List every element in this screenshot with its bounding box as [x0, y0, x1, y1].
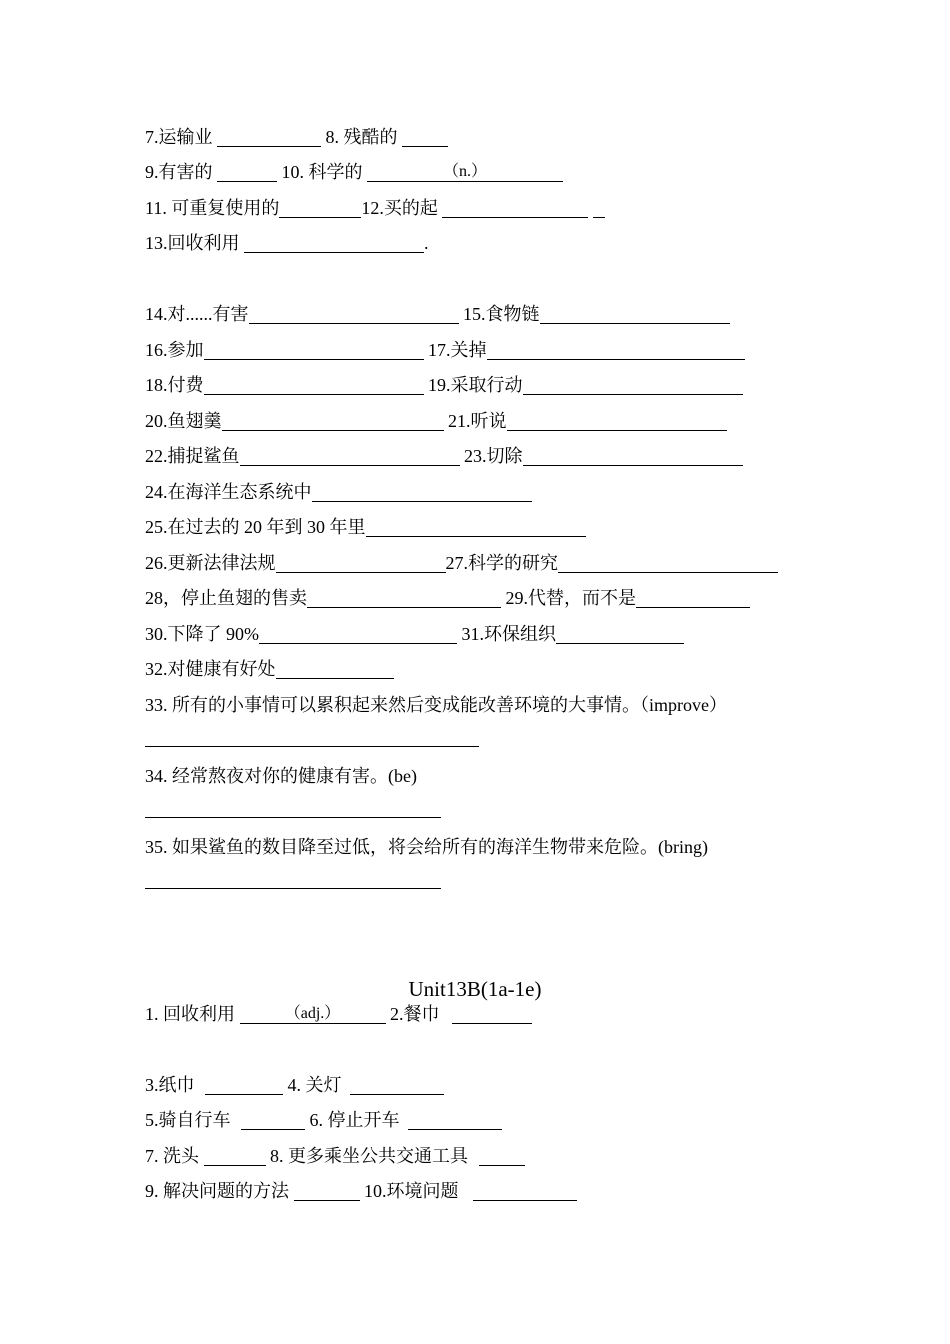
vocab-row-14-15 — [145, 303, 730, 325]
vocab-row-18-19 — [145, 374, 743, 396]
vocab-row-7-8 — [145, 126, 448, 148]
unit-answer-blank-7[interactable] — [204, 1145, 266, 1166]
prompt-31: 31.环保组织 — [461, 624, 556, 644]
answer-blank-8[interactable] — [402, 126, 448, 147]
prompt-30: 30.下降了 90% — [145, 624, 259, 644]
answer-blank-21[interactable] — [507, 410, 727, 431]
unit-prompt-5: 5.骑自行车 — [145, 1110, 231, 1130]
unit-row-7-8 — [145, 1145, 525, 1167]
answer-blank-23[interactable] — [523, 445, 743, 466]
prompt-7: 7.运输业 — [145, 127, 213, 147]
prompt-16: 16.参加 — [145, 340, 204, 360]
hint-noun: （n.） — [442, 163, 487, 180]
unit-row-3-4 — [145, 1074, 444, 1096]
answer-blank-20[interactable] — [222, 410, 444, 431]
prompt-32: 32.对健康有好处 — [145, 659, 276, 679]
unit-row-1-2 — [145, 1003, 532, 1025]
prompt-21: 21.听说 — [448, 411, 507, 431]
answer-blank-9[interactable] — [217, 161, 277, 182]
unit-title: Unit13B(1a-1e) — [408, 977, 542, 1001]
translation-33-prompt: 33. 所有的小事情可以累积起来然后变成能改善环境的大事情。（improve） — [145, 695, 727, 715]
unit-answer-blank-10[interactable] — [473, 1180, 577, 1201]
prompt-25: 25.在过去的 20 年到 30 年里 — [145, 517, 366, 537]
unit-row-9-10 — [145, 1180, 577, 1202]
vocab-row-32 — [145, 658, 394, 680]
answer-blank-28[interactable] — [307, 587, 501, 608]
answer-line-33[interactable] — [145, 746, 479, 747]
prompt-11: 11. 可重复使用的 — [145, 198, 280, 218]
answer-blank-27[interactable] — [558, 552, 778, 573]
vocab-row-20-21 — [145, 410, 727, 432]
unit-answer-blank-2[interactable] — [452, 1003, 532, 1024]
answer-blank-19[interactable] — [523, 374, 743, 395]
unit-row-5-6 — [145, 1109, 502, 1131]
vocab-row-11-12 — [145, 197, 605, 219]
answer-blank-12[interactable] — [442, 197, 588, 218]
answer-blank-25[interactable] — [366, 516, 586, 537]
prompt-26: 26.更新法律法规 — [145, 553, 276, 573]
translation-35-prompt: 35. 如果鲨鱼的数目降至过低，将会给所有的海洋生物带来危险。(bring) — [145, 837, 708, 857]
prompt-22: 22.捕捉鲨鱼 — [145, 446, 240, 466]
prompt-14: 14.对......有害 — [145, 304, 249, 324]
unit-answer-blank-8[interactable] — [479, 1145, 525, 1166]
vocab-row-22-23 — [145, 445, 743, 467]
unit-prompt-6: 6. 停止开车 — [309, 1110, 400, 1130]
unit-answer-blank-4[interactable] — [350, 1074, 444, 1095]
unit-prompt-7: 7. 洗头 — [145, 1146, 199, 1166]
unit-answer-blank-1[interactable] — [240, 1003, 386, 1024]
prompt-8: 8. 残酷的 — [325, 127, 398, 147]
vocab-row-24 — [145, 481, 532, 503]
vocab-row-26-27 — [145, 552, 778, 574]
answer-blank-17[interactable] — [487, 339, 745, 360]
answer-blank-12b[interactable] — [593, 197, 605, 218]
vocab-row-30-31 — [145, 623, 684, 645]
prompt-29: 29.代替，而不是 — [505, 588, 636, 608]
answer-blank-16[interactable] — [204, 339, 424, 360]
unit-answer-blank-5[interactable] — [241, 1109, 305, 1130]
unit-answer-blank-3[interactable] — [205, 1074, 283, 1095]
period: . — [424, 233, 429, 253]
unit-prompt-3: 3.纸巾 — [145, 1075, 195, 1095]
prompt-19: 19.采取行动 — [428, 375, 523, 395]
answer-blank-24[interactable] — [312, 481, 532, 502]
translation-34-prompt: 34. 经常熬夜对你的健康有害。(be) — [145, 766, 417, 786]
unit-prompt-1: 1. 回收利用 — [145, 1004, 235, 1024]
prompt-20: 20.鱼翅羹 — [145, 411, 222, 431]
vocab-row-9-10 — [145, 161, 563, 183]
answer-blank-31[interactable] — [556, 623, 684, 644]
unit-prompt-8: 8. 更多乘坐公共交通工具 — [270, 1146, 468, 1166]
answer-blank-22[interactable] — [240, 445, 460, 466]
answer-blank-15[interactable] — [540, 303, 730, 324]
prompt-10: 10. 科学的 — [281, 162, 363, 182]
answer-blank-32[interactable] — [276, 658, 394, 679]
prompt-15: 15.食物链 — [463, 304, 540, 324]
unit-prompt-4: 4. 关灯 — [287, 1075, 342, 1095]
prompt-13: 13.回收利用 — [145, 233, 240, 253]
unit-prompt-10: 10.环境问题 — [364, 1181, 459, 1201]
prompt-27: 27.科学的研究 — [445, 553, 558, 573]
unit-prompt-9: 9. 解决问题的方法 — [145, 1181, 289, 1201]
answer-line-34[interactable] — [145, 817, 441, 818]
prompt-17: 17.关掉 — [428, 340, 487, 360]
prompt-18: 18.付费 — [145, 375, 204, 395]
prompt-28: 28，停止鱼翅的售卖 — [145, 588, 307, 608]
answer-blank-7[interactable] — [217, 126, 321, 147]
prompt-12: 12.买的起 — [361, 198, 438, 218]
prompt-23: 23.切除 — [464, 446, 523, 466]
unit-answer-blank-9[interactable] — [294, 1180, 360, 1201]
answer-blank-14[interactable] — [249, 303, 459, 324]
answer-blank-18[interactable] — [204, 374, 424, 395]
prompt-9: 9.有害的 — [145, 162, 213, 182]
unit-prompt-2: 2.餐巾 — [390, 1004, 440, 1024]
unit-answer-blank-6[interactable] — [408, 1109, 502, 1130]
hint-adj: （adj.） — [284, 1005, 341, 1022]
prompt-24: 24.在海洋生态系统中 — [145, 482, 312, 502]
vocab-row-25 — [145, 516, 586, 538]
answer-blank-26[interactable] — [276, 552, 446, 573]
vocab-row-16-17 — [145, 339, 745, 361]
vocab-row-28-29 — [145, 587, 750, 609]
answer-blank-11[interactable] — [279, 197, 361, 218]
answer-blank-13[interactable] — [244, 232, 424, 253]
answer-blank-30[interactable] — [259, 623, 457, 644]
answer-blank-10[interactable] — [367, 161, 563, 182]
answer-blank-29[interactable] — [636, 587, 750, 608]
answer-line-35[interactable] — [145, 888, 441, 889]
vocab-row-13 — [145, 232, 429, 254]
